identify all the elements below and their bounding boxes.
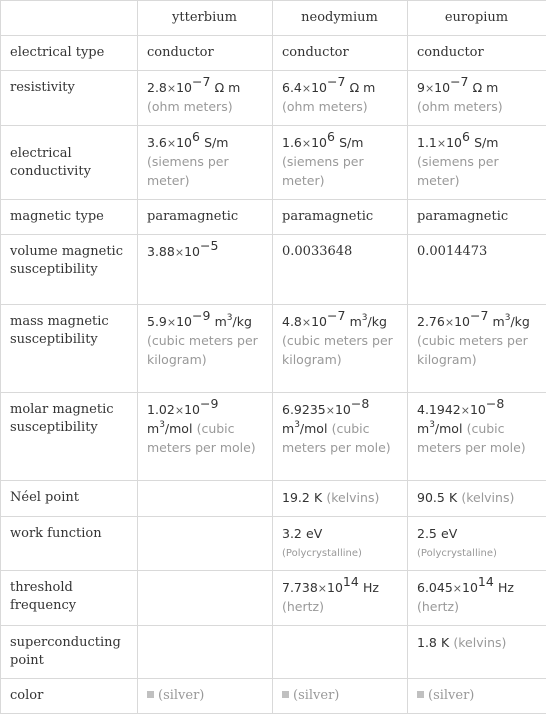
exponent: 14 [343, 574, 359, 589]
unit: S/m [474, 135, 498, 150]
cell-ytterbium [138, 305, 273, 393]
cell-neodymium [273, 571, 408, 626]
value: 19.2 [282, 490, 310, 505]
times-sign: × [175, 246, 184, 259]
exponent: 6 [462, 129, 470, 144]
unit: Ω m [473, 80, 499, 95]
unit-name: (hertz) [417, 599, 459, 614]
row-magnetic-type [1, 200, 546, 235]
unit-name: (cubic meters per kilogram) [147, 333, 258, 367]
row-label: resistivity [1, 71, 138, 126]
cell-neodymium: conductor [273, 36, 408, 71]
corner-cell [1, 1, 138, 36]
unit: S/m [204, 135, 228, 150]
exponent: −7 [327, 308, 345, 323]
unit: Hz [498, 580, 514, 595]
row-label: molar magnetic susceptibility [1, 393, 138, 481]
base: 10 [470, 402, 486, 417]
times-sign: × [453, 582, 462, 595]
cell-neodymium [273, 626, 408, 679]
header-row [1, 1, 546, 36]
unit: Ω m [215, 80, 241, 95]
times-sign: × [302, 137, 311, 150]
unit-name: (cubic meters per kilogram) [282, 333, 393, 367]
cell-neodymium: paramagnetic [273, 200, 408, 235]
row-threshold-frequency [1, 571, 546, 626]
column-header-neodymium: neodymium [273, 1, 408, 36]
value: 4.8 [282, 314, 302, 329]
unit: K [441, 635, 449, 650]
cell-europium [408, 571, 546, 626]
unit: K [449, 490, 457, 505]
value: 6.4 [282, 80, 302, 95]
unit-name: (kelvins) [461, 490, 514, 505]
row-electrical-conductivity [1, 126, 546, 200]
exponent: −8 [351, 396, 369, 411]
cell-ytterbium [138, 517, 273, 571]
note: (Polycrystalline) [417, 548, 497, 559]
cell-europium: paramagnetic [408, 200, 546, 235]
exponent: −5 [200, 238, 218, 253]
cell-europium: 0.0014473 [408, 235, 546, 305]
cell-ytterbium [138, 626, 273, 679]
column-header-europium: europium [408, 1, 546, 36]
unit: eV [441, 526, 457, 541]
unit-name: (siemens per meter) [147, 154, 229, 188]
base: 10 [446, 135, 462, 150]
cell-europium [408, 126, 546, 200]
value: 6.045 [417, 580, 453, 595]
value: 5.9 [147, 314, 167, 329]
exponent: −7 [450, 74, 468, 89]
base: 10 [311, 80, 327, 95]
value: 1.02 [147, 402, 175, 417]
row-label: electrical type [1, 36, 138, 71]
row-label: mass magnetic susceptibility [1, 305, 138, 393]
cell-europium [408, 517, 546, 571]
exponent: −7 [192, 74, 210, 89]
cell-europium [408, 393, 546, 481]
cell-ytterbium [138, 679, 273, 714]
times-sign: × [167, 137, 176, 150]
base: 10 [311, 314, 327, 329]
row-resistivity [1, 71, 546, 126]
row-mass-susceptibility [1, 305, 546, 393]
value: 3.6 [147, 135, 167, 150]
cell-ytterbium [138, 481, 273, 517]
row-color [1, 679, 546, 714]
color-swatch-icon [282, 691, 289, 698]
base: 10 [176, 135, 192, 150]
value: 2.5 [417, 526, 437, 541]
unit-name: (ohm meters) [282, 99, 368, 114]
value: 2.8 [147, 80, 167, 95]
base: 10 [335, 402, 351, 417]
row-work-function [1, 517, 546, 571]
times-sign: × [167, 316, 176, 329]
value: 3.2 [282, 526, 302, 541]
color-name: (silver) [428, 688, 474, 703]
row-label: color [1, 679, 138, 714]
unit: Ω m [350, 80, 376, 95]
unit-name: (siemens per meter) [417, 154, 499, 188]
cell-ytterbium [138, 571, 273, 626]
color-name: (silver) [293, 688, 339, 703]
value: 7.738 [282, 580, 318, 595]
value: 4.1942 [417, 402, 461, 417]
times-sign: × [302, 316, 311, 329]
row-label: electrical conductivity [1, 126, 138, 200]
exponent: 6 [192, 129, 200, 144]
unit-name: (ohm meters) [417, 99, 503, 114]
cell-neodymium [273, 679, 408, 714]
unit: $m^3$/mol [282, 421, 327, 436]
row-neel-point [1, 481, 546, 517]
cell-ytterbium [138, 126, 273, 200]
base: 10 [184, 244, 200, 259]
times-sign: × [175, 404, 184, 417]
unit: $m^3/kg$ [215, 314, 252, 329]
cell-neodymium [273, 305, 408, 393]
unit: $m^3$/mol [417, 421, 462, 436]
exponent: −7 [327, 74, 345, 89]
base: 10 [434, 80, 450, 95]
cell-ytterbium [138, 393, 273, 481]
unit-name: (ohm meters) [147, 99, 233, 114]
cell-neodymium [273, 71, 408, 126]
exponent: 6 [327, 129, 335, 144]
cell-neodymium [273, 517, 408, 571]
value: 3.88 [147, 244, 175, 259]
row-label: volume magnetic susceptibility [1, 235, 138, 305]
times-sign: × [302, 82, 311, 95]
cell-ytterbium: conductor [138, 36, 273, 71]
row-electrical-type [1, 36, 546, 71]
exponent: −9 [200, 396, 218, 411]
value: 90.5 [417, 490, 445, 505]
unit: $m^3/kg$ [493, 314, 530, 329]
exponent: −9 [192, 308, 210, 323]
value: 2.76 [417, 314, 445, 329]
cell-europium [408, 626, 546, 679]
unit: $m^3$/mol [147, 421, 192, 436]
times-sign: × [437, 137, 446, 150]
base: 10 [311, 135, 327, 150]
times-sign: × [461, 404, 470, 417]
color-swatch-icon [147, 691, 154, 698]
unit-name: (kelvins) [453, 635, 506, 650]
cell-neodymium: 0.0033648 [273, 235, 408, 305]
unit: S/m [339, 135, 363, 150]
times-sign: × [425, 82, 434, 95]
row-label: magnetic type [1, 200, 138, 235]
color-swatch-icon [417, 691, 424, 698]
exponent: 14 [478, 574, 494, 589]
unit: $m^3/kg$ [350, 314, 387, 329]
cell-europium: conductor [408, 36, 546, 71]
row-label: work function [1, 517, 138, 571]
unit: Hz [363, 580, 379, 595]
note: (Polycrystalline) [282, 548, 362, 559]
value: 1.6 [282, 135, 302, 150]
exponent: −7 [470, 308, 488, 323]
cell-neodymium [273, 126, 408, 200]
unit: eV [306, 526, 322, 541]
base: 10 [327, 580, 343, 595]
color-name: (silver) [158, 688, 204, 703]
value: 1.8 [417, 635, 437, 650]
cell-europium [408, 679, 546, 714]
cell-ytterbium [138, 71, 273, 126]
cell-europium [408, 481, 546, 517]
base: 10 [462, 580, 478, 595]
cell-ytterbium: paramagnetic [138, 200, 273, 235]
cell-neodymium [273, 393, 408, 481]
cell-europium [408, 305, 546, 393]
times-sign: × [445, 316, 454, 329]
row-volume-susceptibility [1, 235, 546, 305]
row-label: threshold frequency [1, 571, 138, 626]
times-sign: × [326, 404, 335, 417]
value: 1.1 [417, 135, 437, 150]
value: 6.9235 [282, 402, 326, 417]
base: 10 [184, 402, 200, 417]
unit-name: (cubic meters per mole) [417, 421, 526, 455]
unit-name: (cubic meters per mole) [282, 421, 391, 455]
base: 10 [176, 314, 192, 329]
cell-europium [408, 71, 546, 126]
value: 9 [417, 80, 425, 95]
unit-name: (kelvins) [326, 490, 379, 505]
cell-ytterbium [138, 235, 273, 305]
unit-name: (siemens per meter) [282, 154, 364, 188]
row-superconducting-point [1, 626, 546, 679]
row-molar-susceptibility [1, 393, 546, 481]
row-label: superconducting point [1, 626, 138, 679]
cell-neodymium [273, 481, 408, 517]
column-header-ytterbium: ytterbium [138, 1, 273, 36]
unit-name: (cubic meters per kilogram) [417, 333, 528, 367]
base: 10 [454, 314, 470, 329]
unit-name: (hertz) [282, 599, 324, 614]
row-label: Néel point [1, 481, 138, 517]
times-sign: × [167, 82, 176, 95]
times-sign: × [318, 582, 327, 595]
unit: K [314, 490, 322, 505]
unit-name: (cubic meters per mole) [147, 421, 256, 455]
exponent: −8 [486, 396, 504, 411]
base: 10 [176, 80, 192, 95]
